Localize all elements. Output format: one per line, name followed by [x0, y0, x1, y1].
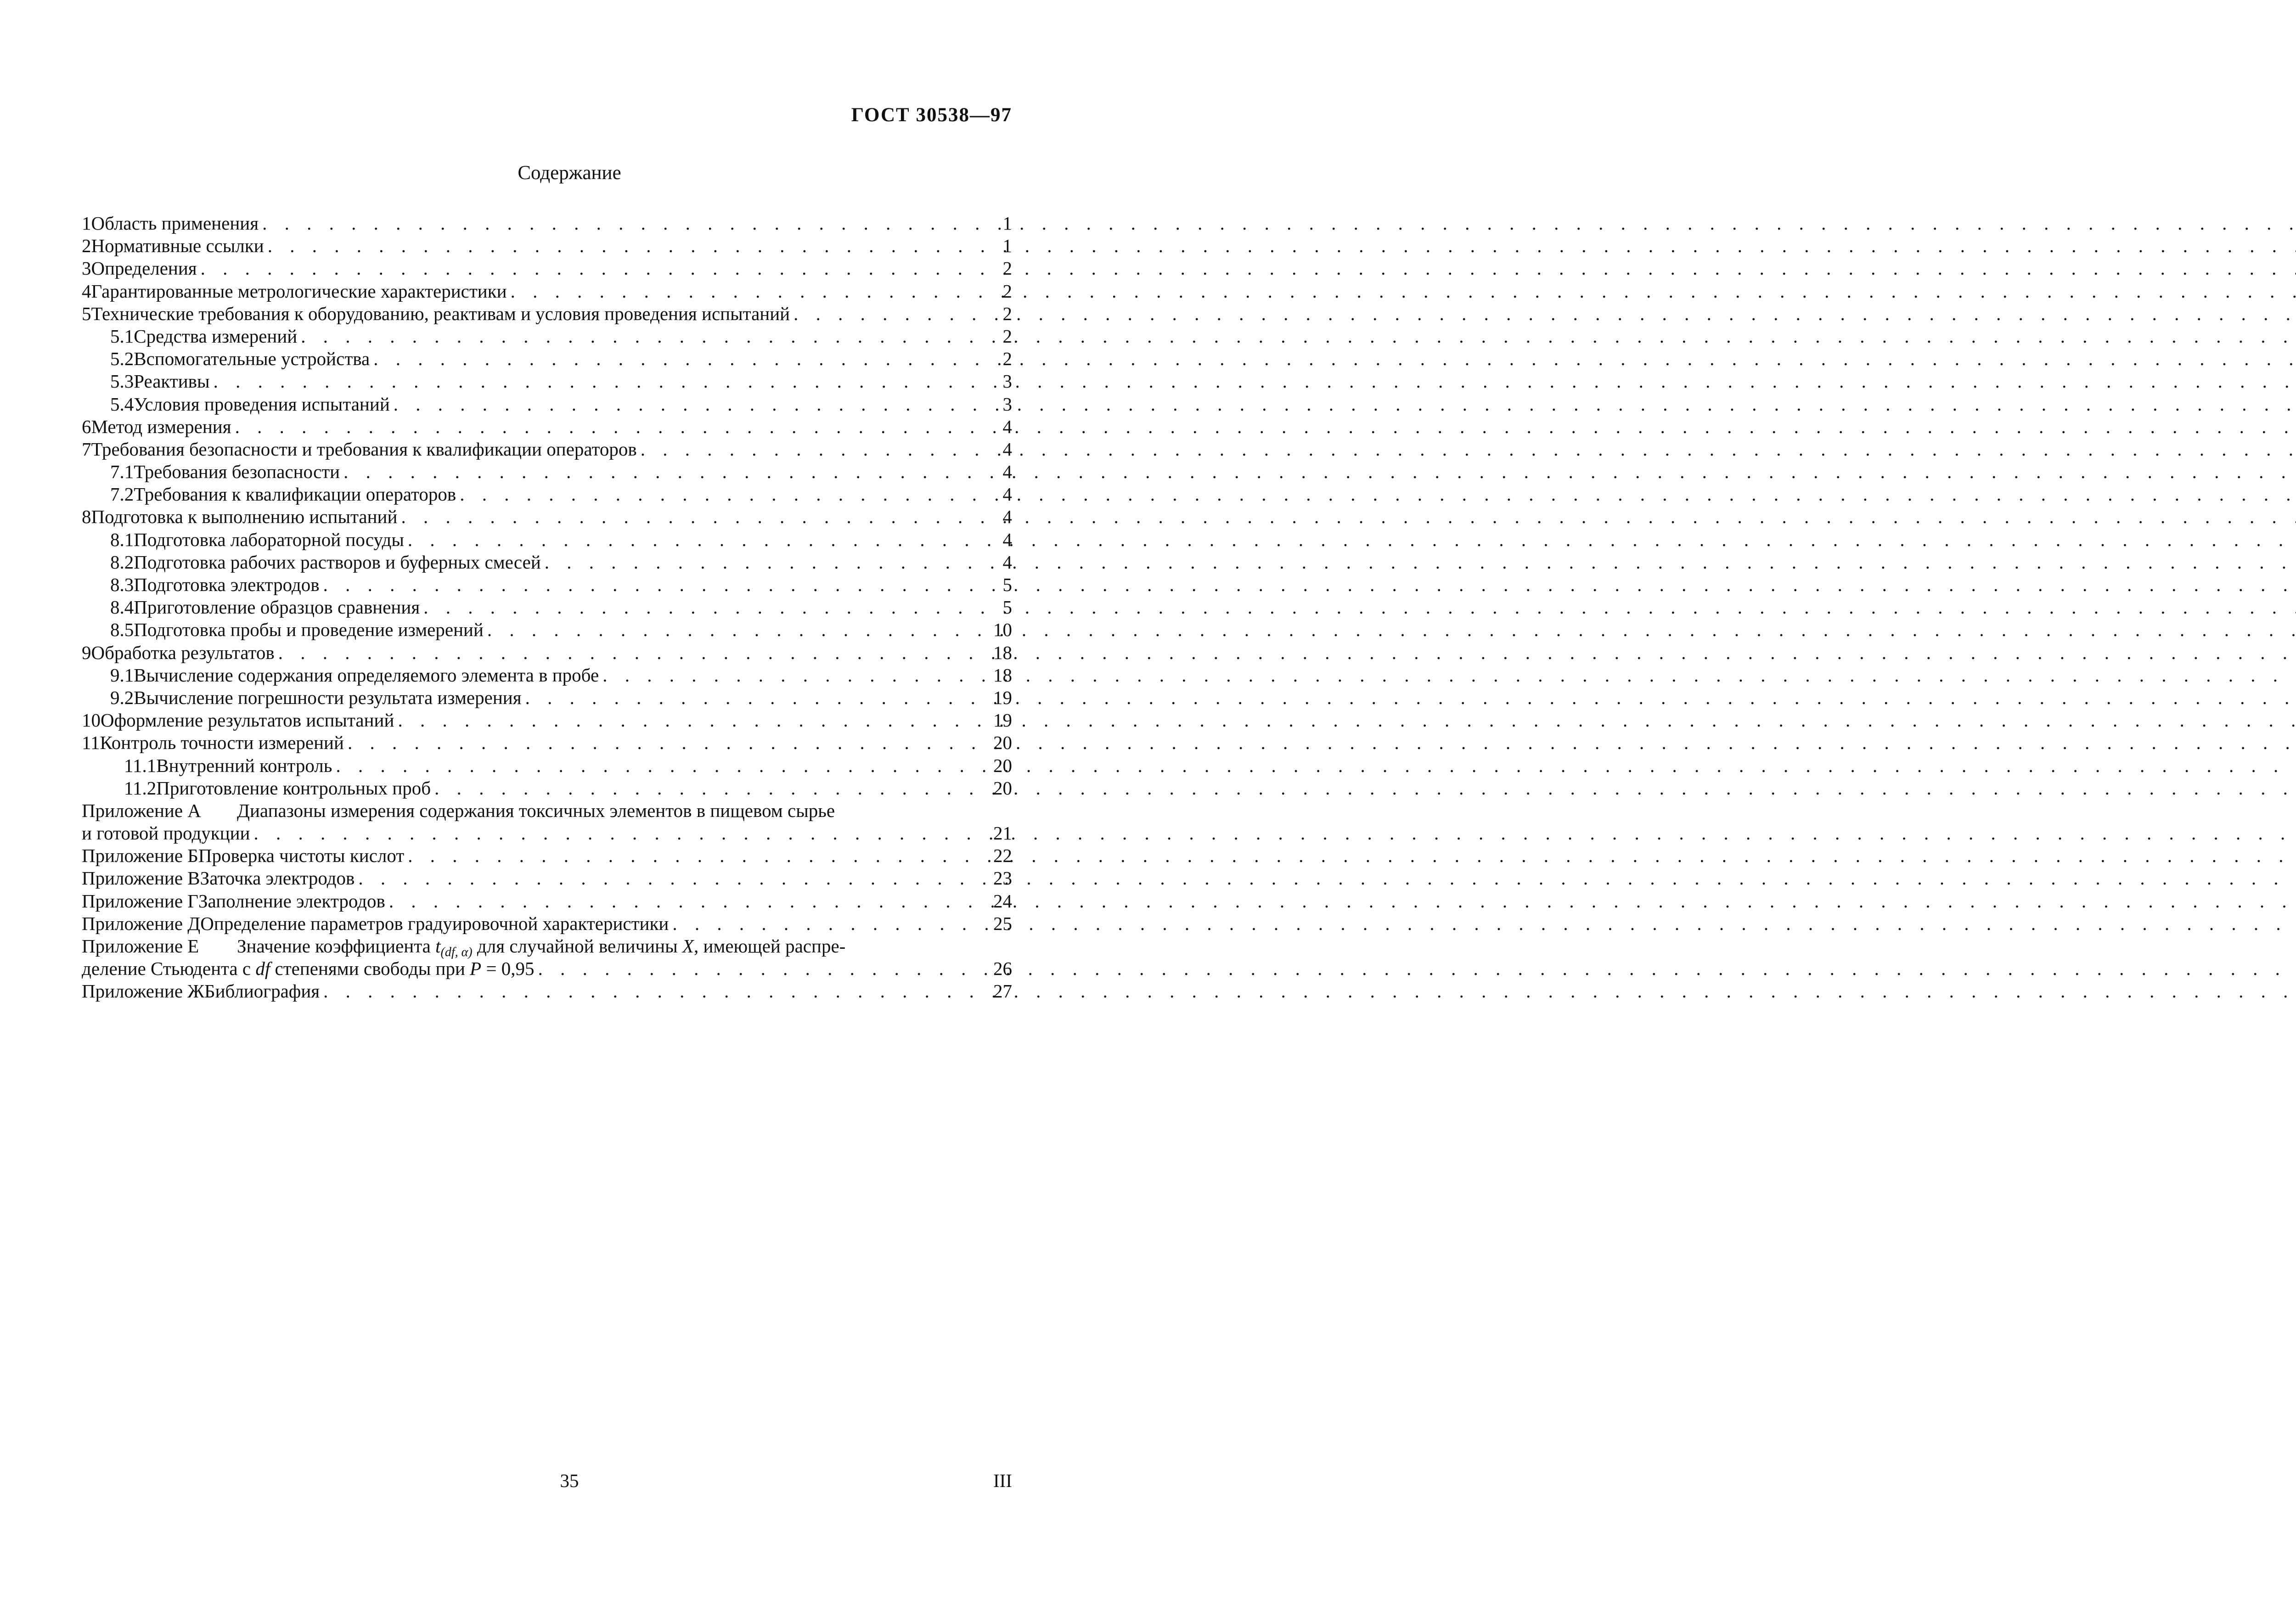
- section-number: 5.1: [110, 325, 134, 347]
- dot-leader: [214, 370, 983, 393]
- page-number: 4: [1002, 416, 1012, 437]
- dot-leader: [278, 642, 983, 664]
- page-number: 27: [993, 980, 1012, 1002]
- appendix-label: Приложение Е: [82, 935, 199, 957]
- toc-entry[interactable]: [82, 574, 1012, 596]
- dot-leader: [538, 958, 983, 980]
- dot-leader: [343, 461, 983, 483]
- symbol-p: P: [470, 958, 482, 980]
- table-of-contents: [82, 212, 1012, 1003]
- toc-entry[interactable]: [82, 483, 1012, 506]
- appendix-title: Определение параметров градуировочной характеристики: [200, 913, 669, 934]
- toc-entry[interactable]: [82, 777, 1012, 800]
- toc-entry[interactable]: [82, 551, 1012, 574]
- section-title: Подготовка электродов: [134, 574, 320, 595]
- page-number: 20: [993, 777, 1012, 799]
- dot-leader: [262, 212, 983, 235]
- section-number: 8: [82, 506, 91, 528]
- page-number: 4: [1002, 506, 1012, 528]
- section-title: Контроль точности измерений: [100, 732, 344, 754]
- appendix-label: Приложение Г: [82, 890, 199, 912]
- page-number: 2: [1002, 258, 1012, 279]
- toc-entry[interactable]: [82, 642, 1012, 664]
- section-title: Подготовка рабочих растворов и буферных смесей: [134, 551, 541, 573]
- toc-entry[interactable]: [82, 235, 1012, 257]
- page-number: 21: [993, 822, 1012, 844]
- section-title: Технические требования к оборудованию, реактивам и условия проведения испытаний: [91, 303, 790, 324]
- page-number: 5: [1002, 574, 1012, 595]
- page-number: 1: [1002, 213, 1012, 234]
- section-number: 9: [82, 642, 91, 663]
- page-number-footer: 35: [560, 1470, 579, 1491]
- section-title: Реактивы: [134, 371, 210, 392]
- toc-title: Содержание: [518, 162, 621, 184]
- section-number: 5: [82, 303, 91, 324]
- section-title: Подготовка к выполнению испытаний: [91, 506, 398, 528]
- section-number: 11.2: [124, 777, 157, 799]
- toc-entry[interactable]: [82, 506, 1012, 528]
- page-number: 4: [1002, 551, 1012, 573]
- dot-leader: [358, 867, 983, 890]
- page-number: 2: [1002, 280, 1012, 302]
- appendix-title: Заполнение электродов: [198, 890, 385, 912]
- dot-leader: [235, 416, 983, 438]
- page-number: 25: [993, 913, 1012, 934]
- section-title: Требования безопасности: [134, 461, 340, 483]
- section-number: 4: [82, 280, 91, 302]
- dot-leader: [253, 822, 983, 845]
- page-number: 5: [1002, 597, 1012, 618]
- page-number: 2: [1002, 348, 1012, 370]
- section-number: 8.2: [110, 551, 134, 573]
- section-number: 9.2: [110, 687, 134, 708]
- section-title: Внутренний контроль: [156, 755, 332, 776]
- toc-entry[interactable]: [82, 732, 1012, 754]
- page-number: 23: [993, 867, 1012, 889]
- appendix-title: Библиография: [204, 980, 320, 1002]
- toc-entry[interactable]: [82, 438, 1012, 461]
- appendix-label: Приложение Ж: [82, 980, 205, 1002]
- section-title: Требования к квалификации операторов: [134, 484, 456, 505]
- dot-leader: [373, 348, 983, 370]
- appendix-label: Приложение В: [82, 867, 200, 889]
- page-number: 2: [1002, 303, 1012, 324]
- dot-leader: [336, 755, 983, 777]
- text-part: = 0,95: [481, 958, 535, 980]
- section-number: 1: [82, 213, 91, 234]
- dot-leader: [525, 687, 983, 709]
- toc-appendix-b[interactable]: [82, 845, 1012, 867]
- section-number: 7.2: [110, 484, 134, 505]
- text-part: степенями свободы при: [270, 958, 470, 980]
- toc-appendix-zh[interactable]: [82, 980, 1012, 1003]
- appendix-label: Приложение А: [82, 800, 201, 821]
- dot-leader: [323, 574, 983, 596]
- page-number: 19: [993, 687, 1012, 708]
- section-title: Подготовка пробы и проведение измерений: [134, 619, 484, 641]
- section-title: Вспомогательные устройства: [134, 348, 370, 370]
- section-title: Средства измерений: [134, 325, 298, 347]
- page-number: 18: [993, 664, 1012, 686]
- section-title: Вычисление содержания определяемого элемента в пробе: [134, 664, 599, 686]
- appendix-title: Диапазоны измерения содержания токсичных элементов в пищевом сырье: [237, 800, 835, 821]
- dot-leader: [545, 551, 983, 574]
- dot-leader: [408, 845, 983, 867]
- toc-sections: [82, 212, 1012, 800]
- toc-entry[interactable]: [82, 416, 1012, 438]
- appendix-title-cont: [82, 958, 535, 980]
- dot-leader: [401, 506, 983, 528]
- page-number: 26: [993, 958, 1012, 980]
- appendix-title: Заточка электродов: [200, 867, 355, 889]
- page-number: 1: [1002, 235, 1012, 257]
- dot-leader: [672, 913, 983, 935]
- section-title: Область применения: [91, 213, 259, 234]
- symbol-subscript: (df, α): [440, 945, 473, 959]
- section-title: Приготовление образцов сравнения: [134, 597, 420, 618]
- dot-leader: [301, 325, 983, 348]
- toc-entry[interactable]: [82, 303, 1012, 325]
- symbol-df: df: [255, 958, 270, 980]
- section-number: 10: [82, 710, 101, 731]
- toc-entry[interactable]: [82, 619, 1012, 641]
- symbol-t: t: [435, 935, 441, 957]
- section-title: Оформление результатов испытаний: [101, 710, 394, 731]
- page-number: 4: [1002, 529, 1012, 550]
- section-number: 7.1: [110, 461, 134, 483]
- toc-entry[interactable]: [82, 596, 1012, 619]
- toc-appendix-a-cont[interactable]: [82, 822, 1012, 845]
- toc-entry[interactable]: [82, 280, 1012, 303]
- section-title: Определения: [91, 258, 197, 279]
- section-number: 11: [82, 732, 100, 754]
- section-number: 8.4: [110, 597, 134, 618]
- toc-entry[interactable]: [82, 529, 1012, 551]
- section-title: Обработка результатов: [91, 642, 275, 663]
- dot-leader: [348, 732, 983, 754]
- dot-leader: [268, 235, 983, 257]
- roman-page-number: III: [993, 1470, 1012, 1491]
- section-number: 7: [82, 438, 91, 460]
- appendix-label: Приложение Д: [82, 913, 201, 934]
- toc-entry[interactable]: [82, 687, 1012, 709]
- toc-appendix-g[interactable]: [82, 890, 1012, 913]
- page-number: 3: [1002, 393, 1012, 415]
- dot-leader: [793, 303, 983, 325]
- toc-entry[interactable]: [82, 461, 1012, 483]
- page-number: 18: [993, 642, 1012, 663]
- dot-leader: [460, 483, 983, 506]
- page-number: 20: [993, 755, 1012, 776]
- text-part: для случайной величины: [472, 935, 682, 957]
- dot-leader: [511, 280, 983, 303]
- standard-code: ГОСТ 30538—97: [851, 104, 1012, 126]
- text-part: деление Стьюдента с: [82, 958, 256, 980]
- appendix-label: Приложение Б: [82, 845, 198, 867]
- dot-leader: [423, 596, 983, 619]
- page-number: 4: [1002, 484, 1012, 505]
- text-part: Значение коэффициента: [237, 935, 436, 957]
- section-number: 5.4: [110, 393, 134, 415]
- symbol-x: X: [682, 935, 694, 957]
- toc-entry[interactable]: [82, 393, 1012, 416]
- dot-leader: [389, 890, 983, 913]
- toc-appendix-e[interactable]: [82, 935, 1012, 958]
- toc-entry[interactable]: [82, 664, 1012, 687]
- section-number: 5.2: [110, 348, 134, 370]
- section-title: Требования безопасности и требования к квалификации операторов: [91, 438, 637, 460]
- page-number: 3: [1002, 371, 1012, 392]
- toc-entry[interactable]: [82, 348, 1012, 370]
- dot-leader: [394, 393, 983, 416]
- section-number: 8.3: [110, 574, 134, 595]
- appendix-title: Проверка чистоты кислот: [198, 845, 405, 867]
- page-number: 2: [1002, 325, 1012, 347]
- page-number: 4: [1002, 461, 1012, 483]
- appendix-title-cont: и готовой продукции: [82, 822, 250, 844]
- text-part: , имеющей распре-: [693, 935, 846, 957]
- dot-leader: [487, 619, 983, 641]
- toc-entry[interactable]: [82, 755, 1012, 777]
- toc-entry[interactable]: [82, 325, 1012, 348]
- section-title: Нормативные ссылки: [91, 235, 264, 257]
- page-number: 24: [993, 890, 1012, 912]
- toc-entry[interactable]: [82, 709, 1012, 732]
- section-number: 9.1: [110, 664, 134, 686]
- section-title: Приготовление контрольных проб: [156, 777, 431, 799]
- section-number: 5.3: [110, 371, 134, 392]
- toc-appendix-e-cont[interactable]: [82, 958, 1012, 980]
- toc-entry[interactable]: [82, 370, 1012, 393]
- section-number: 3: [82, 258, 91, 279]
- dot-leader: [398, 709, 983, 732]
- dot-leader: [641, 438, 983, 461]
- toc-entry[interactable]: [82, 212, 1012, 235]
- section-number: 2: [82, 235, 91, 257]
- section-title: Условия проведения испытаний: [134, 393, 390, 415]
- section-number: 11.1: [124, 755, 157, 776]
- section-title: Гарантированные метрологические характеристики: [91, 280, 507, 302]
- page-number: 20: [993, 732, 1012, 754]
- page-number: 4: [1002, 438, 1012, 460]
- toc-entry[interactable]: [82, 257, 1012, 280]
- dot-leader: [323, 980, 983, 1003]
- section-title: Метод измерения: [91, 416, 231, 437]
- dot-leader: [201, 257, 983, 280]
- dot-leader: [602, 664, 983, 687]
- toc-appendix-d[interactable]: [82, 913, 1012, 935]
- page-number: 22: [993, 845, 1012, 867]
- dot-leader: [408, 529, 983, 551]
- section-number: 8.5: [110, 619, 134, 641]
- section-number: 8.1: [110, 529, 134, 550]
- page-number: 19: [993, 710, 1012, 731]
- toc-appendix-v[interactable]: [82, 867, 1012, 890]
- section-number: 6: [82, 416, 91, 437]
- section-title: Вычисление погрешности результата измерения: [134, 687, 522, 708]
- page-number: 10: [993, 619, 1012, 641]
- section-title: Подготовка лабораторной посуды: [134, 529, 404, 550]
- toc-appendix-a[interactable]: [82, 800, 1012, 822]
- dot-leader: [434, 777, 983, 800]
